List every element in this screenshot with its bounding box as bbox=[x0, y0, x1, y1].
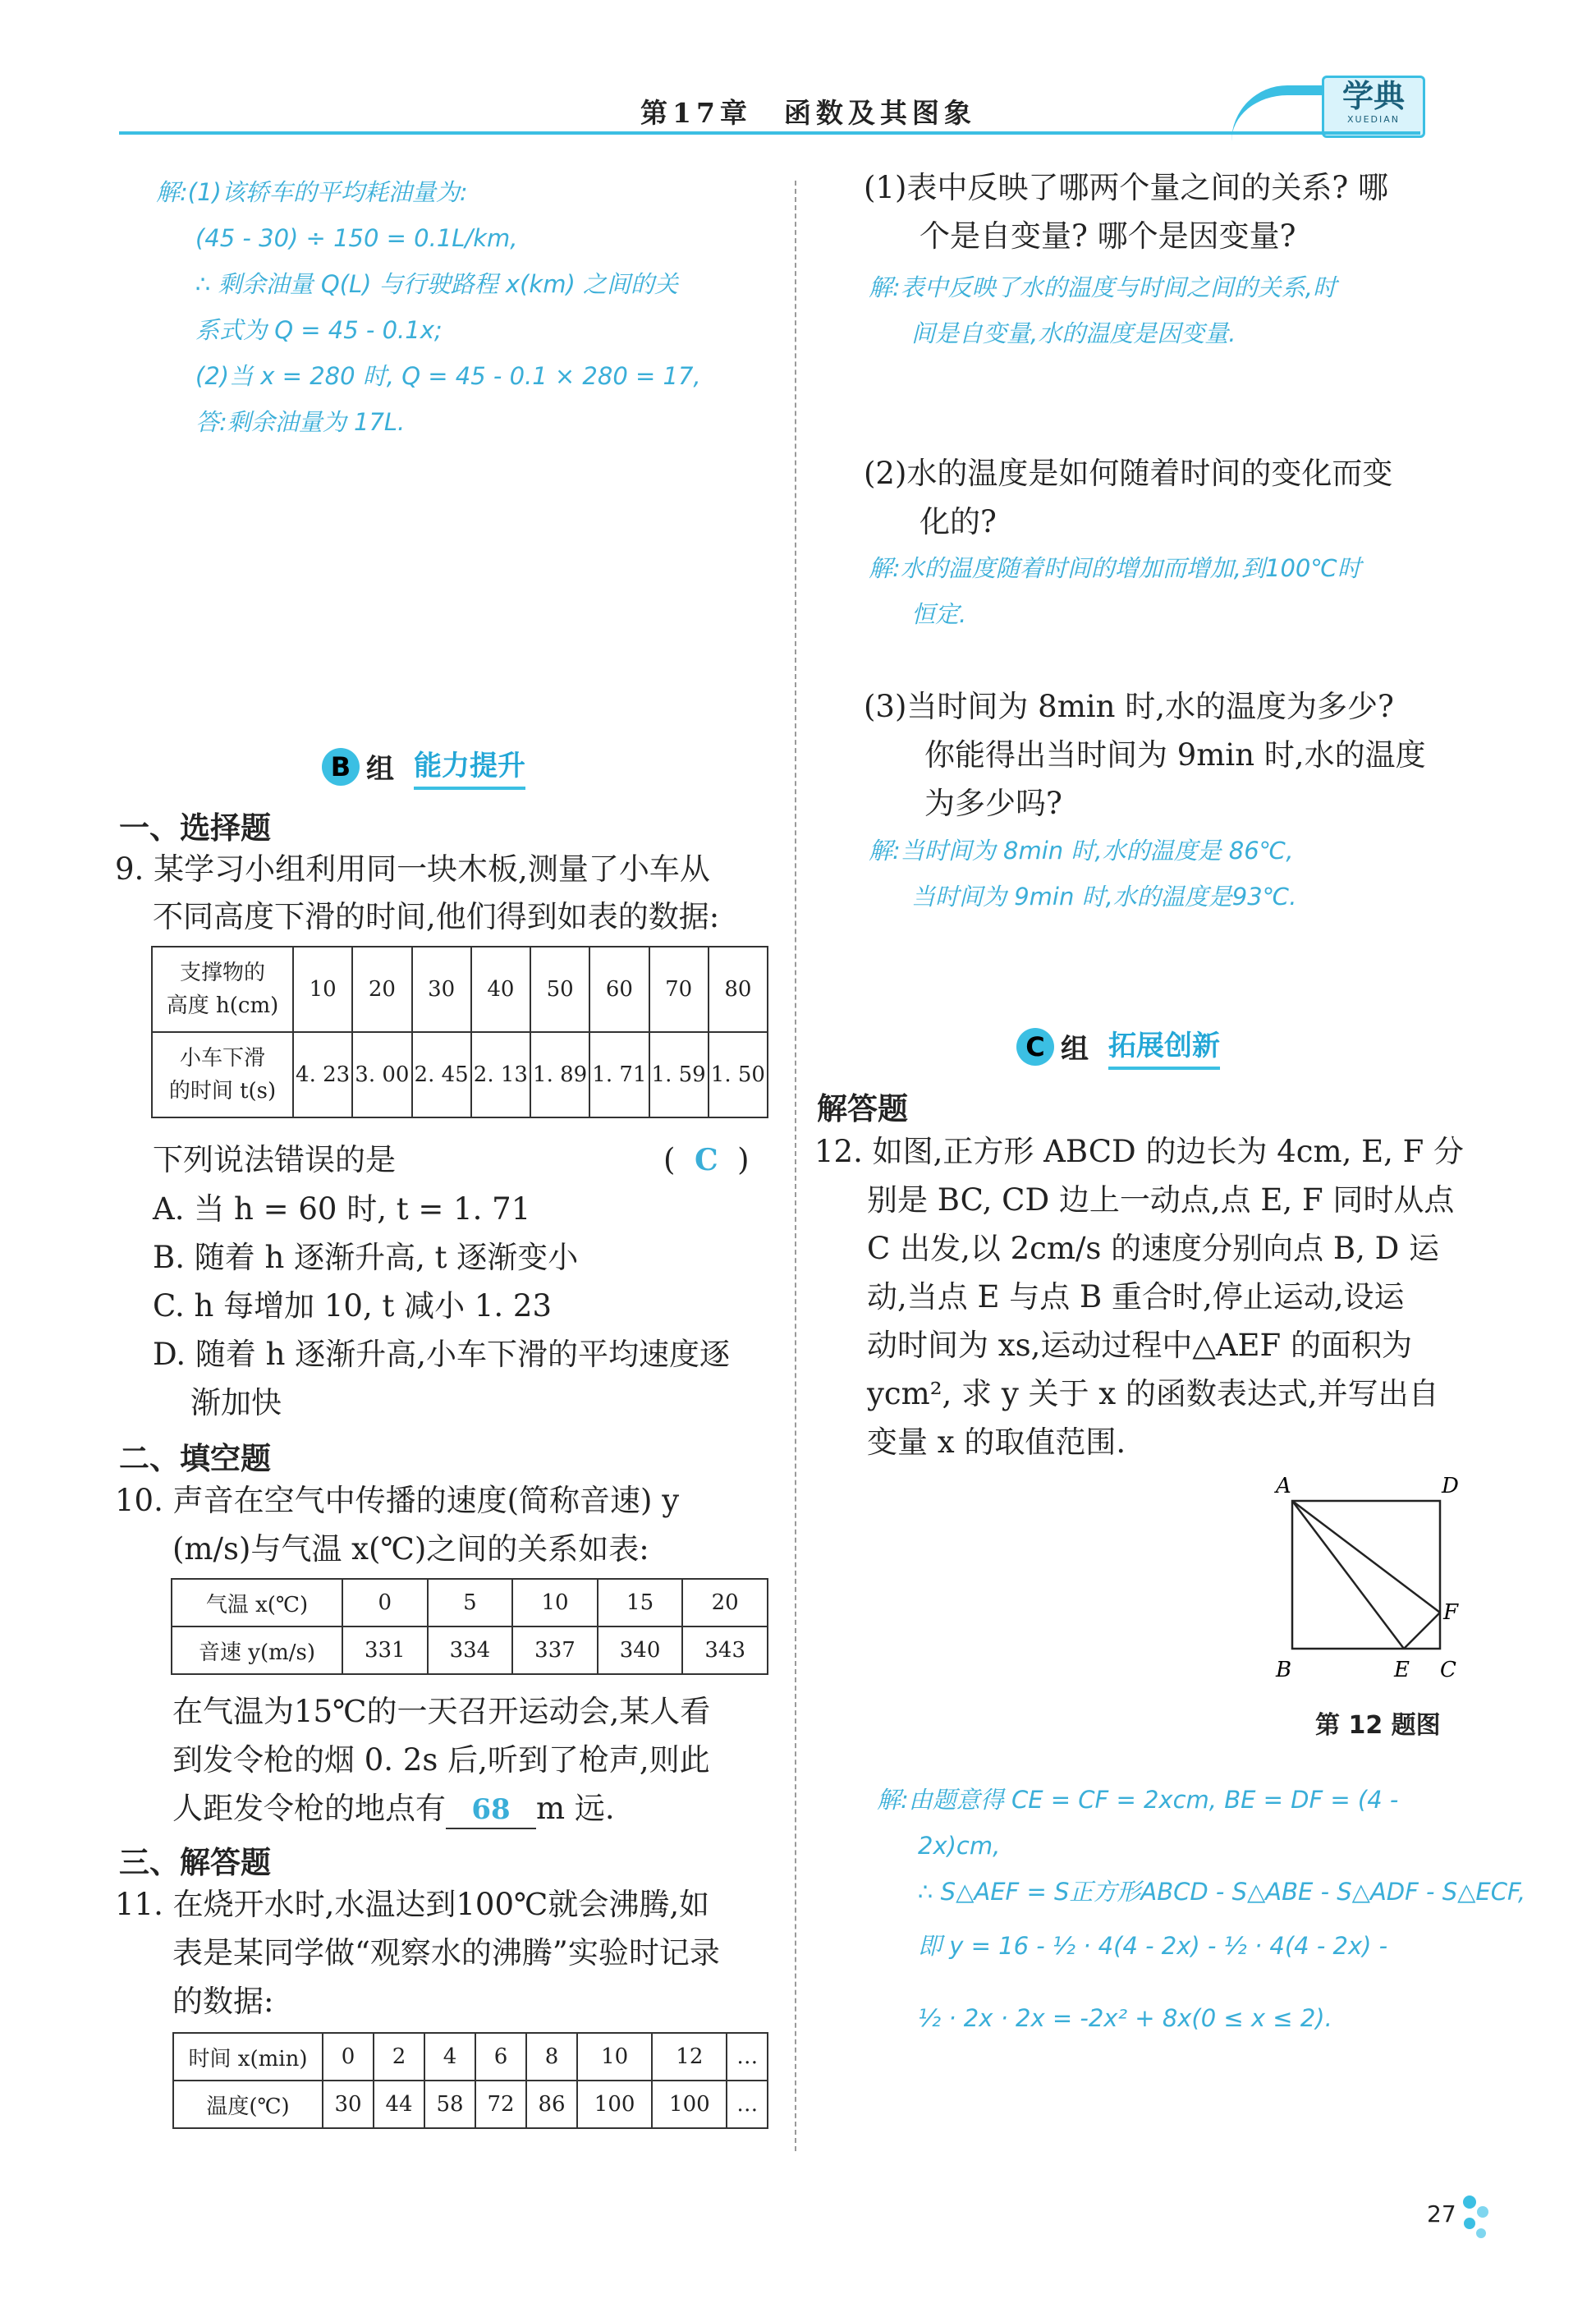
square-abcd bbox=[1292, 1501, 1440, 1649]
q11-y-cell: 100 bbox=[652, 2081, 727, 2128]
q11-part3-a2: 当时间为 9min 时,水的温度是93℃. bbox=[911, 883, 1297, 911]
section-solve-c: 解答题 bbox=[817, 1091, 908, 1126]
q10-stem-2: (m/s)与气温 x(℃)之间的关系如表: bbox=[172, 1531, 649, 1567]
group-name: 组 bbox=[366, 753, 394, 786]
logo-subtext: XUEDIAN bbox=[1346, 114, 1400, 125]
q9-t-cell: 3. 00 bbox=[352, 1032, 411, 1117]
q9-stem-2: 不同高度下滑的时间,他们得到如表的数据: bbox=[153, 899, 720, 934]
label-b: B bbox=[1276, 1658, 1292, 1682]
q10-y-cell: 334 bbox=[428, 1626, 513, 1674]
q9-h-cell: 10 bbox=[293, 947, 352, 1032]
q11-x-cell: 4 bbox=[424, 2033, 475, 2081]
chapter-title: 第17章 函数及其图象 bbox=[640, 97, 976, 129]
label-a: A bbox=[1276, 1474, 1291, 1498]
q9-option-a: A. 当 h = 60 时, t = 1. 71 bbox=[153, 1191, 531, 1227]
group-badge: C bbox=[1016, 1028, 1054, 1066]
q8-answer-line-2: (45 - 30) ÷ 150 = 0.1L/km, bbox=[195, 224, 518, 252]
q9-t-cell: 2. 45 bbox=[412, 1032, 471, 1117]
group-name: 组 bbox=[1061, 1033, 1089, 1066]
q11-part2-q1: (2)水的温度是如何随着时间的变化而变 bbox=[864, 456, 1393, 491]
q10-stem-1: 10. 声音在空气中传播的速度(简称音速) y bbox=[115, 1483, 680, 1518]
q10-row1-label: 气温 x(℃) bbox=[172, 1579, 342, 1626]
group-c-heading bbox=[1016, 1023, 1220, 1070]
q9-option-d-cont: 渐加快 bbox=[190, 1385, 282, 1420]
q9-option-c: C. h 每增加 10, t 减小 1. 23 bbox=[153, 1288, 553, 1324]
q9-h-cell: 40 bbox=[471, 947, 530, 1032]
q11-table bbox=[172, 2032, 768, 2129]
q9-h-cell: 20 bbox=[352, 947, 411, 1032]
q11-part3-q2: 你能得出当时间为 9min 时,水的温度 bbox=[924, 737, 1426, 773]
q8-answer-line-1: 解:(1)该轿车的平均耗油量为: bbox=[156, 178, 468, 206]
q12-figure-caption: 第 12 题图 bbox=[1315, 1711, 1441, 1740]
segment-af bbox=[1292, 1501, 1440, 1613]
q10-x-cell: 5 bbox=[428, 1579, 513, 1626]
q12-line-3: C 出发,以 2cm/s 的速度分别向点 B, D 运 bbox=[867, 1231, 1440, 1266]
q10-row2-label: 音速 y(m/s) bbox=[172, 1626, 342, 1674]
q11-part3-q1: (3)当时间为 8min 时,水的温度为多少? bbox=[864, 689, 1394, 724]
q11-row2-label: 温度(℃) bbox=[173, 2081, 323, 2128]
q10-table bbox=[171, 1578, 768, 1675]
q9-row1-label: 支撑物的 高度 h(cm) bbox=[152, 947, 293, 1032]
section-choice: 一、选择题 bbox=[119, 810, 271, 846]
q9-h-cell: 50 bbox=[530, 947, 589, 1032]
q11-stem-2: 表是某同学做“观察水的沸腾”实验时记录 bbox=[172, 1935, 720, 1971]
q9-row2-label: 小车下滑 的时间 t(s) bbox=[152, 1032, 293, 1117]
q10-y-cell: 337 bbox=[512, 1626, 598, 1674]
q12-answer-line-5: ½ · 2x · 2x = -2x² + 8x(0 ≤ x ≤ 2). bbox=[918, 2004, 1332, 2032]
section-fill: 二、填空题 bbox=[119, 1441, 271, 1476]
q11-x-cell: … bbox=[727, 2033, 768, 2081]
q11-y-cell: 86 bbox=[526, 2081, 577, 2128]
q9-h-cell: 70 bbox=[649, 947, 709, 1032]
q11-part2-q2: 化的? bbox=[920, 504, 997, 539]
segment-ae bbox=[1292, 1501, 1404, 1649]
q12-line-1: 12. 如图,正方形 ABCD 的边长为 4cm, E, F 分 bbox=[814, 1134, 1465, 1169]
q10-x-cell: 20 bbox=[682, 1579, 768, 1626]
q11-part2-a1: 解:水的温度随着时间的增加而增加,到100℃时 bbox=[869, 554, 1361, 582]
q11-part1-a1: 解:表中反映了水的温度与时间之间的关系,时 bbox=[869, 273, 1337, 301]
q9-h-cell: 80 bbox=[709, 947, 768, 1032]
q11-x-cell: 12 bbox=[652, 2033, 727, 2081]
q11-y-cell: 100 bbox=[577, 2081, 652, 2128]
q11-y-cell: 30 bbox=[323, 2081, 374, 2128]
q11-y-cell: 58 bbox=[424, 2081, 475, 2128]
q10-answer-blank: 68 bbox=[446, 1792, 536, 1829]
segment-ef bbox=[1404, 1613, 1440, 1649]
group-title: 能力提升 bbox=[414, 743, 525, 790]
group-b-heading bbox=[322, 743, 525, 790]
brand-logo bbox=[1322, 76, 1425, 138]
q9-t-cell: 1. 89 bbox=[530, 1032, 589, 1117]
q10-y-cell: 343 bbox=[682, 1626, 768, 1674]
q8-answer-line-5: (2)当 x = 280 时, Q = 45 - 0.1 × 280 = 17, bbox=[195, 362, 701, 390]
q9-h-cell: 60 bbox=[589, 947, 649, 1032]
q9-t-cell: 1. 71 bbox=[589, 1032, 649, 1117]
q9-table bbox=[151, 946, 768, 1118]
logo-text: 学典 bbox=[1341, 78, 1405, 114]
label-f: F bbox=[1443, 1600, 1459, 1625]
q10-x-cell: 15 bbox=[598, 1579, 683, 1626]
q12-answer-line-1: 解:由题意得 CE = CF = 2xcm, BE = DF = (4 - bbox=[877, 1786, 1399, 1814]
q10-y-cell: 340 bbox=[598, 1626, 683, 1674]
q11-x-cell: 0 bbox=[323, 2033, 374, 2081]
q11-y-cell: … bbox=[727, 2081, 768, 2128]
q11-x-cell: 6 bbox=[475, 2033, 526, 2081]
q12-line-6: ycm², 求 y 关于 x 的函数表达式,并写出自 bbox=[867, 1376, 1439, 1411]
q10-x-cell: 0 bbox=[342, 1579, 428, 1626]
q12-line-4: 动,当点 E 与点 B 重合时,停止运动,设运 bbox=[867, 1279, 1405, 1314]
q9-t-cell: 4. 23 bbox=[293, 1032, 352, 1117]
group-title: 拓展创新 bbox=[1108, 1023, 1220, 1070]
q11-stem-1: 11. 在烧开水时,水温达到100℃就会沸腾,如 bbox=[115, 1887, 710, 1922]
q11-part1-a2: 间是自变量,水的温度是因变量. bbox=[911, 319, 1236, 347]
page-number: 27 bbox=[1427, 2200, 1456, 2228]
q12-line-2: 别是 BC, CD 边上一动点,点 E, F 同时从点 bbox=[867, 1182, 1455, 1218]
q12-line-5: 动时间为 xs,运动过程中△AEF 的面积为 bbox=[867, 1328, 1412, 1363]
q11-x-cell: 2 bbox=[374, 2033, 424, 2081]
q8-answer-line-3: ∴ 剩余油量 Q(L) 与行驶路程 x(km) 之间的关 bbox=[195, 270, 678, 298]
q10-text-1: 在气温为15℃的一天召开运动会,某人看 bbox=[172, 1694, 711, 1729]
column-divider bbox=[795, 181, 796, 2151]
label-e: E bbox=[1394, 1658, 1410, 1682]
q9-prompt: 下列说法错误的是 bbox=[153, 1142, 396, 1177]
section-solve: 三、解答题 bbox=[119, 1845, 271, 1880]
q9-answer-bracket: ( C ) bbox=[663, 1142, 750, 1177]
q10-text-2: 到发令枪的烟 0. 2s 后,听到了枪声,则此 bbox=[172, 1742, 710, 1778]
q9-h-cell: 30 bbox=[412, 947, 471, 1032]
q11-part1-q1: (1)表中反映了哪两个量之间的关系? 哪 bbox=[864, 170, 1389, 205]
q11-part1-q2: 个是自变量? 哪个是因变量? bbox=[920, 218, 1296, 254]
q9-answer: C bbox=[694, 1143, 718, 1177]
q9-option-b: B. 随着 h 逐渐升高, t 逐渐变小 bbox=[153, 1240, 579, 1275]
header-rule bbox=[119, 131, 1420, 135]
q9-t-cell: 2. 13 bbox=[471, 1032, 530, 1117]
q11-x-cell: 10 bbox=[577, 2033, 652, 2081]
label-d: D bbox=[1442, 1474, 1459, 1498]
q11-part2-a2: 恒定. bbox=[911, 600, 967, 628]
q12-answer-line-4: 即 y = 16 - ½ · 4(4 - 2x) - ½ · 4(4 - 2x) - bbox=[918, 1932, 1388, 1960]
q10-x-cell: 10 bbox=[512, 1579, 598, 1626]
q9-option-d: D. 随着 h 逐渐升高,小车下滑的平均速度逐 bbox=[153, 1337, 730, 1372]
q9-stem-1: 9. 某学习小组利用同一块木板,测量了小车从 bbox=[115, 851, 710, 887]
q12-figure bbox=[1264, 1470, 1461, 1691]
q11-part3-q3: 为多少吗? bbox=[924, 786, 1062, 821]
page-dots-decoration bbox=[1460, 2194, 1493, 2243]
q9-t-cell: 1. 50 bbox=[709, 1032, 768, 1117]
q11-y-cell: 44 bbox=[374, 2081, 424, 2128]
q10-text-3: 人距发令枪的地点有 68 m 远. bbox=[172, 1785, 615, 1833]
q9-t-cell: 1. 59 bbox=[649, 1032, 709, 1117]
q12-line-7: 变量 x 的取值范围. bbox=[867, 1425, 1126, 1460]
q11-stem-3: 的数据: bbox=[172, 1984, 274, 2019]
label-c: C bbox=[1440, 1658, 1456, 1682]
group-badge: B bbox=[322, 748, 360, 786]
q12-answer-line-2: 2x)cm, bbox=[918, 1832, 1001, 1860]
q8-answer-line-4: 系式为 Q = 45 - 0.1x; bbox=[195, 316, 443, 344]
q8-answer-line-6: 答:剩余油量为 17L. bbox=[195, 408, 406, 436]
q11-y-cell: 72 bbox=[475, 2081, 526, 2128]
q11-part3-a1: 解:当时间为 8min 时,水的温度是 86℃, bbox=[869, 837, 1294, 865]
q12-answer-line-3: ∴ S△AEF = S正方形ABCD - S△ABE - S△ADF - S△ECF, bbox=[918, 1878, 1526, 1906]
q11-x-cell: 8 bbox=[526, 2033, 577, 2081]
q10-y-cell: 331 bbox=[342, 1626, 428, 1674]
q11-row1-label: 时间 x(min) bbox=[173, 2033, 323, 2081]
